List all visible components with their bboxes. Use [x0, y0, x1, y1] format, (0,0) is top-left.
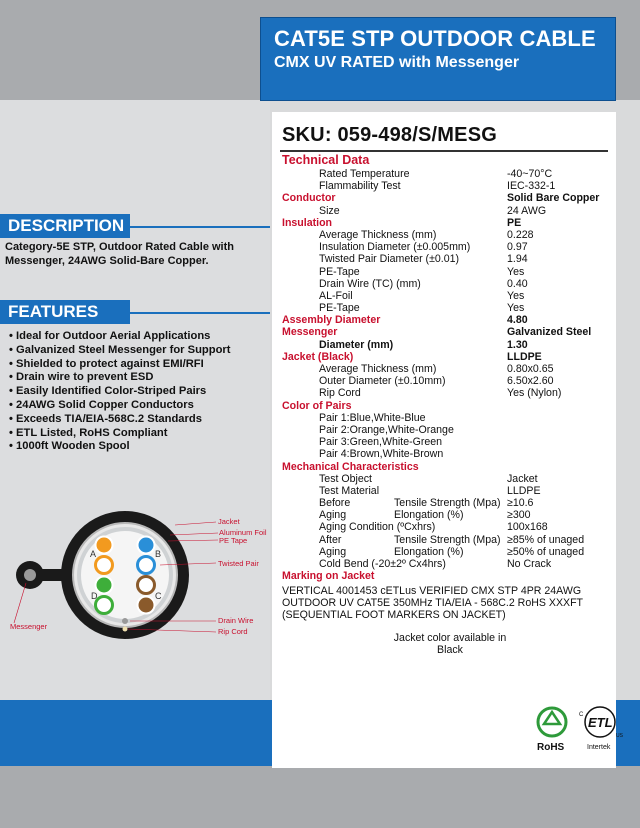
tech-row: [282, 351, 608, 363]
tech-row: [282, 180, 608, 192]
tech-row-value: Galvanized Steel: [507, 326, 592, 339]
jacket-marking-text: [282, 585, 608, 622]
rohs-label: RoHS: [537, 742, 565, 753]
jacket-note-line: Black: [437, 644, 463, 657]
tech-row-value: 0.97: [507, 241, 528, 254]
etl-mark: ETL: [588, 715, 613, 730]
tech-row: [282, 217, 608, 229]
feature-item: • Exceeds TIA/EIA-568C.2 Standards: [9, 413, 267, 427]
tech-row: [282, 192, 608, 204]
tech-row-value: 0.80x0.65: [507, 363, 554, 375]
jacket-color-note: [300, 632, 600, 656]
description-rule: [130, 226, 270, 228]
tech-section-label: Messenger: [282, 326, 338, 339]
tech-row: [282, 314, 608, 326]
tech-row: [282, 497, 608, 509]
tech-row-label: Rated Temperature: [319, 168, 410, 180]
tech-row: [282, 412, 608, 424]
tech-row-value: PE: [507, 216, 522, 229]
tech-section-label: Insulation: [282, 216, 333, 229]
tech-row-value: 24 AWG: [507, 204, 547, 217]
intertek-label: Intertek: [587, 744, 611, 751]
tech-heading: [282, 154, 608, 168]
tech-row-label: Aging: [319, 545, 347, 558]
tech-row-sublabel: Elongation (%): [394, 545, 464, 558]
pair-letter-c: C: [155, 591, 162, 601]
tech-row-value: 1.94: [507, 253, 528, 266]
tech-row: [282, 570, 608, 582]
label-twisted-pair: Twisted Pair: [218, 559, 259, 568]
feature-item: • Shielded to protect against EMI/RFI: [9, 358, 267, 372]
tech-row-value: LLDPE: [507, 350, 542, 363]
tech-row: [282, 534, 608, 546]
tech-row-label: Aging Condition (ºCxhrs): [319, 521, 436, 534]
tech-row-label: After: [319, 533, 342, 546]
tech-row-value: Yes: [507, 302, 525, 315]
etl-logo: [579, 707, 624, 751]
tech-row: [282, 266, 608, 278]
marking-line: OUTDOOR UV CAT5E 350MHz TIA/EIA - 568C.2 RoHS XXXFT: [282, 597, 584, 610]
rohs-logo: [537, 708, 566, 753]
tech-row-value: -40~70°C: [507, 168, 553, 180]
tech-row-label: PE-Tape: [319, 302, 360, 315]
tech-heading-label: Technical Data: [282, 153, 370, 167]
tech-row-label: Pair 3:Green,White-Green: [319, 436, 443, 449]
drain-wire: [122, 618, 128, 624]
tech-section-label: Mechanical Characteristics: [282, 460, 419, 473]
tech-row-label: Outer Diameter (±0.10mm): [319, 375, 446, 388]
features-list: [9, 330, 267, 454]
tech-row-label: PE-Tape: [319, 265, 360, 278]
tech-row-value: Yes: [507, 289, 525, 302]
tech-row-label: Diameter (mm): [319, 338, 394, 351]
tech-row-label: Rip Cord: [319, 387, 361, 400]
tech-row-value: ≥85% of unaged: [507, 533, 585, 546]
features-heading: FEATURES: [0, 300, 130, 324]
feature-item: • Drain wire to prevent ESD: [9, 371, 267, 385]
tech-row-label: Average Thickness (mm): [319, 363, 437, 375]
tech-row: [282, 546, 608, 558]
tech-row: [282, 205, 608, 217]
tech-row: [282, 290, 608, 302]
page-subtitle: CMX UV RATED with Messenger: [274, 54, 520, 71]
tech-row-value: Yes: [507, 265, 525, 278]
tech-row: [282, 558, 608, 570]
tech-row-value: Jacket: [507, 472, 538, 485]
label-messenger: Messenger: [10, 622, 48, 631]
features-rule: [130, 312, 270, 314]
feature-item: • Ideal for Outdoor Aerial Applications: [9, 330, 267, 344]
tech-row-value: ≥10.6: [507, 497, 534, 510]
pair-letter-a: A: [90, 549, 97, 559]
tech-row: [282, 424, 608, 436]
feature-item: • 24AWG Solid Copper Conductors: [9, 399, 267, 413]
tech-section-label: Conductor: [282, 192, 336, 205]
tech-section-label: Marking on Jacket: [282, 570, 375, 583]
tech-row: [282, 387, 608, 399]
tech-row-value: Yes (Nylon): [507, 387, 562, 400]
tech-row-label: Test Material: [319, 484, 380, 497]
tech-row-sublabel: Tensile Strength (Mpa): [394, 497, 501, 510]
tech-row-label: Size: [319, 204, 340, 217]
etl-us-mark: US: [616, 733, 623, 739]
tech-row: [282, 229, 608, 241]
tech-section-label: Jacket (Black): [282, 350, 354, 363]
marking-line: (SEQUENTIAL FOOT MARKERS ON JACKET): [282, 609, 506, 622]
marking-line: VERTICAL 4001453 cETLus VERIFIED CMX STP 4PR 24AWG: [282, 585, 582, 597]
feature-item: • Easily Identified Color-Striped Pairs: [9, 385, 267, 399]
feature-item: • Galvanized Steel Messenger for Support: [9, 344, 267, 358]
label-drain-wire: Drain Wire: [218, 616, 254, 625]
sku-label: SKU: 059-498/S/MESG: [282, 124, 497, 146]
label-aluminum-foil: Aluminum Foil: [219, 528, 267, 537]
tech-row-label: Pair 2:Orange,White-Orange: [319, 423, 454, 436]
tech-row: [282, 363, 608, 375]
tech-row: [282, 509, 608, 521]
tech-row: [282, 461, 608, 473]
tech-row: [282, 473, 608, 485]
tech-row-value: 4.80: [507, 314, 528, 327]
rip-cord: [123, 627, 128, 632]
technical-data-table: [282, 154, 608, 582]
jacket-note-line: Jacket color available in: [393, 632, 507, 644]
tech-row-value: 0.228: [507, 228, 534, 241]
tech-row-label: Insulation Diameter (±0.005mm): [319, 241, 471, 254]
messenger-wire: [24, 569, 36, 581]
tech-row-value: ≥50% of unaged: [507, 545, 585, 558]
certification-logos: [532, 702, 622, 758]
bottom-band: [0, 766, 640, 828]
tech-row: [282, 241, 608, 253]
description-text: Category-5E STP, Outdoor Rated Cable with Messenger, 24AWG Solid-Bare Copper.: [5, 241, 234, 267]
tech-row-label: Twisted Pair Diameter (±0.01): [319, 253, 460, 266]
tech-row-value: Solid Bare Copper: [507, 192, 600, 205]
tech-row-value: 0.40: [507, 277, 528, 290]
tech-row: [282, 278, 608, 290]
tech-row-value: LLDPE: [507, 484, 541, 497]
tech-row-label: Flammability Test: [319, 180, 401, 193]
tech-row-value: ≥300: [507, 509, 531, 522]
tech-row-value: 1.30: [507, 338, 528, 351]
tech-row: [282, 436, 608, 448]
tech-row-value: No Crack: [507, 558, 552, 570]
tech-section-label: Color of Pairs: [282, 399, 352, 412]
tech-row-sublabel: Elongation (%): [394, 509, 464, 522]
feature-item: • 1000ft Wooden Spool: [9, 440, 267, 454]
tech-row: [282, 168, 608, 180]
tech-row: [282, 253, 608, 265]
label-jacket: Jacket: [218, 517, 240, 526]
tech-row: [282, 485, 608, 497]
sku-divider: [280, 150, 608, 152]
tech-row: [282, 448, 608, 460]
tech-row: [282, 326, 608, 338]
label-rip-cord: Rip Cord: [218, 627, 248, 636]
pair-letter-b: B: [155, 549, 162, 559]
tech-row-label: Cold Bend (-20±2º Cx4hrs): [319, 558, 446, 570]
tech-row-value: IEC-332-1: [507, 180, 556, 193]
tech-row: [282, 400, 608, 412]
cable-cross-section-diagram: [0, 505, 270, 645]
tech-row-label: Pair 1:Blue,White-Blue: [319, 411, 426, 424]
description-heading: DESCRIPTION: [0, 214, 130, 238]
tech-row-label: Aging: [319, 509, 347, 522]
tech-row: [282, 521, 608, 533]
tech-row-value: 100x168: [507, 521, 548, 534]
tech-row-value: 6.50x2.60: [507, 375, 554, 388]
tech-section-label: Assembly Diameter: [282, 314, 381, 327]
tech-row: [282, 302, 608, 314]
tech-row-label: Drain Wire (TC) (mm): [319, 277, 421, 290]
tech-row: [282, 339, 608, 351]
tech-row-label: AL-Foil: [319, 289, 353, 302]
label-pe-tape: PE Tape: [219, 536, 248, 545]
tech-row-label: Before: [319, 497, 351, 510]
etl-c-mark: C: [579, 712, 584, 718]
tech-row-label: Pair 4:Brown,White-Brown: [319, 448, 444, 461]
page-title: CAT5E STP OUTDOOR CABLE: [274, 26, 596, 51]
tech-row-label: Average Thickness (mm): [319, 228, 437, 241]
pair-letter-d: D: [91, 591, 98, 601]
tech-row-sublabel: Tensile Strength (Mpa): [394, 533, 501, 546]
feature-item: • ETL Listed, RoHS Compliant: [9, 427, 267, 441]
tech-row: [282, 375, 608, 387]
tech-row-label: Test Object: [319, 472, 372, 485]
